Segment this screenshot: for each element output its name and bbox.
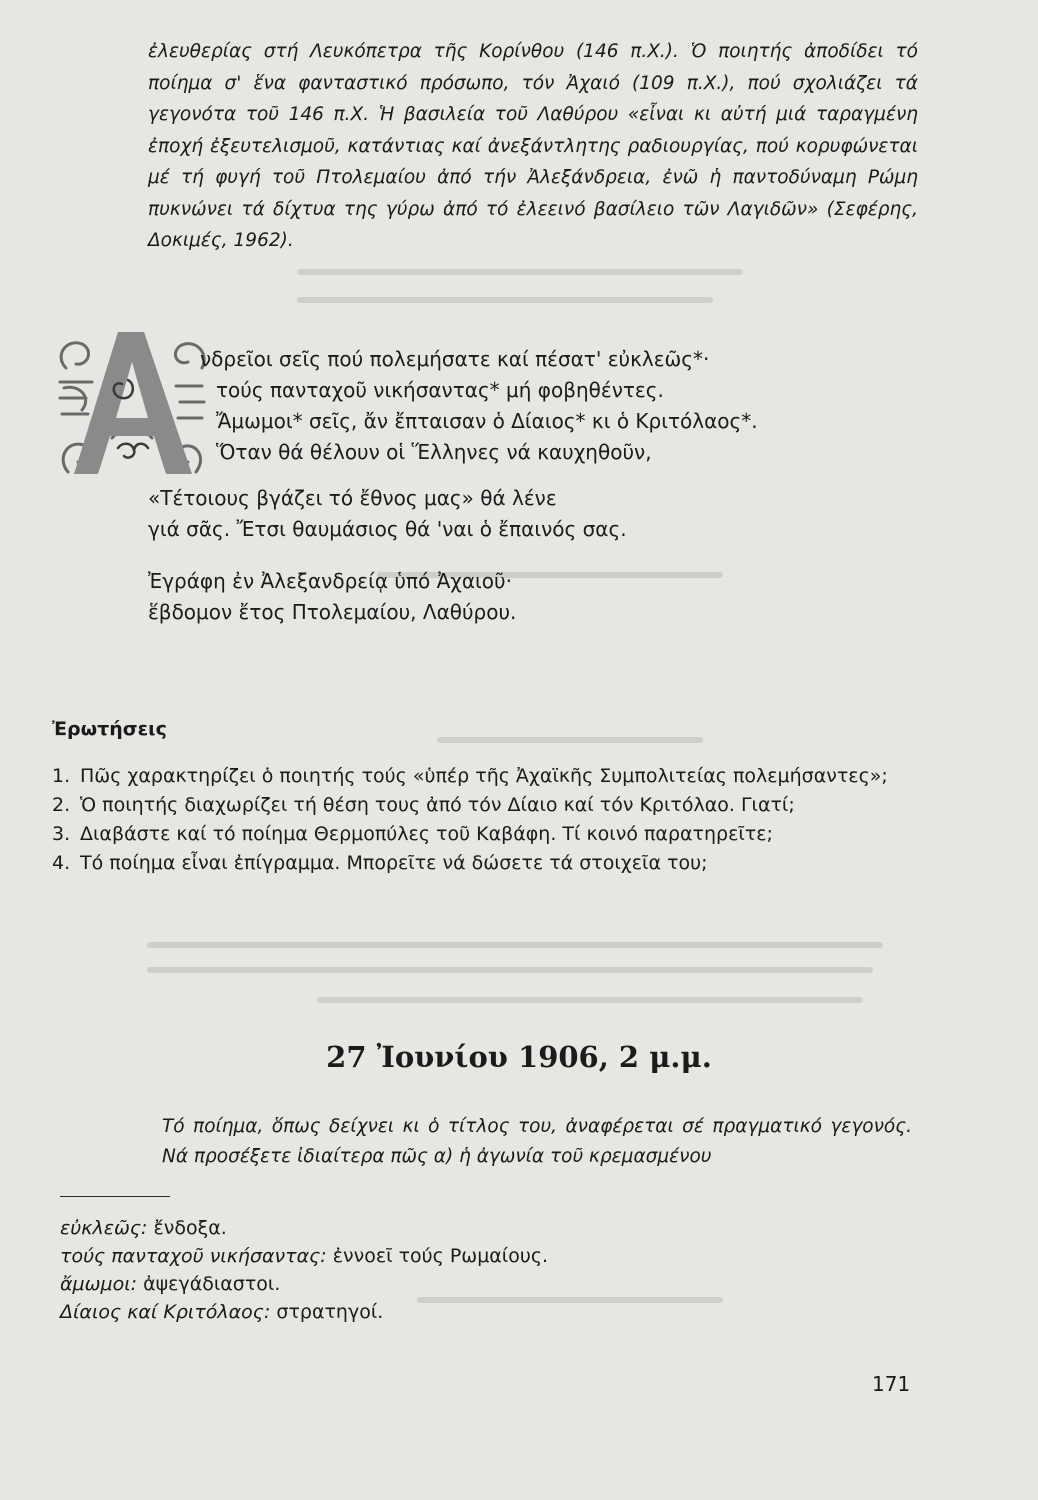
poem-title: 27 Ἰουνίου 1906, 2 μ.μ. [326,1040,712,1074]
glossary-footnotes [60,1214,860,1326]
poem-introduction-note: Τό ποίημα, ὅπως δείχνει κι ὁ τίτλος του, ἀναφέρεται σέ πραγματικό γεγονός. Νά προσέξετε ἰδιαίτερα πῶς α) ἡ ἀγωνία τοῦ κρεμασμένου [162,1116,912,1167]
glossary-item [60,1270,860,1298]
poem-line: «Τέτοιους βγάζει τό ἔθνος μας» θά λένε [148,486,557,510]
questions-heading: Ἐρωτήσεις [52,718,167,740]
glossary-definition: ἀψεγάδιαστοι. [137,1273,281,1295]
question-item [52,849,922,878]
question-item [52,762,922,791]
footnote-divider [60,1196,170,1197]
question-number: 1. [52,765,71,787]
poem-line: νδρεῖοι σεῖς πού πολεμήσατε καί πέσατ' εὐκλεῶς*· [200,347,710,371]
question-item [52,791,922,820]
glossary-item [60,1242,860,1270]
question-text: Ὁ ποιητής διαχωρίζει τή θέση τους ἀπό τόν Δίαιο καί τόν Κριτόλαο. Γιατί; [80,794,795,816]
question-item [52,820,922,849]
question-number: 3. [52,823,71,845]
glossary-definition: ἔνδοξα. [147,1217,227,1239]
question-text: Τό ποίημα εἶναι ἐπίγραμμα. Μπορεῖτε νά δώσετε τά στοιχεῖα του; [80,852,708,874]
question-number: 2. [52,794,71,816]
glossary-definition: ἐννοεῖ τούς Ρωμαίους. [326,1245,549,1267]
poem-line: Ἄμωμοι* σεῖς, ἄν ἔπταισαν ὁ Δίαιος* κι ὁ Κριτόλαος*. [216,409,758,433]
question-number: 4. [52,852,71,874]
glossary-item [60,1214,860,1242]
poem-line: γιά σᾶς. Ἔτσι θαυμάσιος θά 'ναι ὁ ἔπαινός σας. [148,517,627,541]
intro-paragraph: ἐλευθερίας στή Λευκόπετρα τῆς Κορίνθου (146 π.Χ.). Ὁ ποιητής ἀποδίδει τό ποίημα σ' ἕνα φανταστικό πρόσωπο, τόν Ἀχαιό (109 π.Χ.), πού σχολιάζει τά γεγονότα τοῦ 146 π.Χ. Ἡ βασιλεία τοῦ Λαθύρου «εἶναι κι αὐτή μιά ταραγμένη ἐποχή ἐξευτελισμοῦ, κατάντιας καί ἀνεξάντλητης ραδιουργίας, πού κορυφώνεται μέ τή φυγή τοῦ Πτολεμαίου ἀπό τήν Ἀλεξάνδρεια, ἐνῶ ἡ παντοδύναμη Ρώμη πυκνώνει τά δίχτυα της γύρω ἀπό τό ἐλεεινό βασίλειο τῶν Λαγιδῶν» (Σεφέρης, Δοκιμές, 1962). [148,41,918,251]
questions-list [52,762,922,878]
poem-signature-line: ἕβδομον ἔτος Πτολεμαίου, Λαθύρου. [148,600,517,624]
glossary-item [60,1298,860,1326]
glossary-term: ἄμωμοι: [60,1273,138,1295]
glossary-term: τούς πανταχοῦ νικήσαντας: [60,1245,327,1267]
poem-line: τούς πανταχοῦ νικήσαντας* μή φοβηθέντες. [216,378,664,402]
page-number: 171 [872,1372,911,1396]
poem-signature-line: Ἐγράφη ἐν Ἀλεξανδρείᾳ ὑπό Ἀχαιοῦ· [148,569,512,593]
poem [148,344,908,628]
question-text: Πῶς χαρακτηρίζει ὁ ποιητής τούς «ὑπέρ τῆς Ἀχαϊκῆς Συμπολιτείας πολεμήσαντες»; [80,765,888,787]
glossary-term: Δίαιος καί Κριτόλαος: [60,1301,271,1323]
poem-line: Ὅταν θά θέλουν οἱ Ἕλληνες νά καυχηθοῦν, [216,440,652,464]
glossary-term: εὐκλεῶς: [60,1217,148,1239]
glossary-definition: στρατηγοί. [270,1301,384,1323]
question-text: Διαβάστε καί τό ποίημα Θερμοπύλες τοῦ Καβάφη. Τί κοινό παρατηρεῖτε; [80,823,773,845]
